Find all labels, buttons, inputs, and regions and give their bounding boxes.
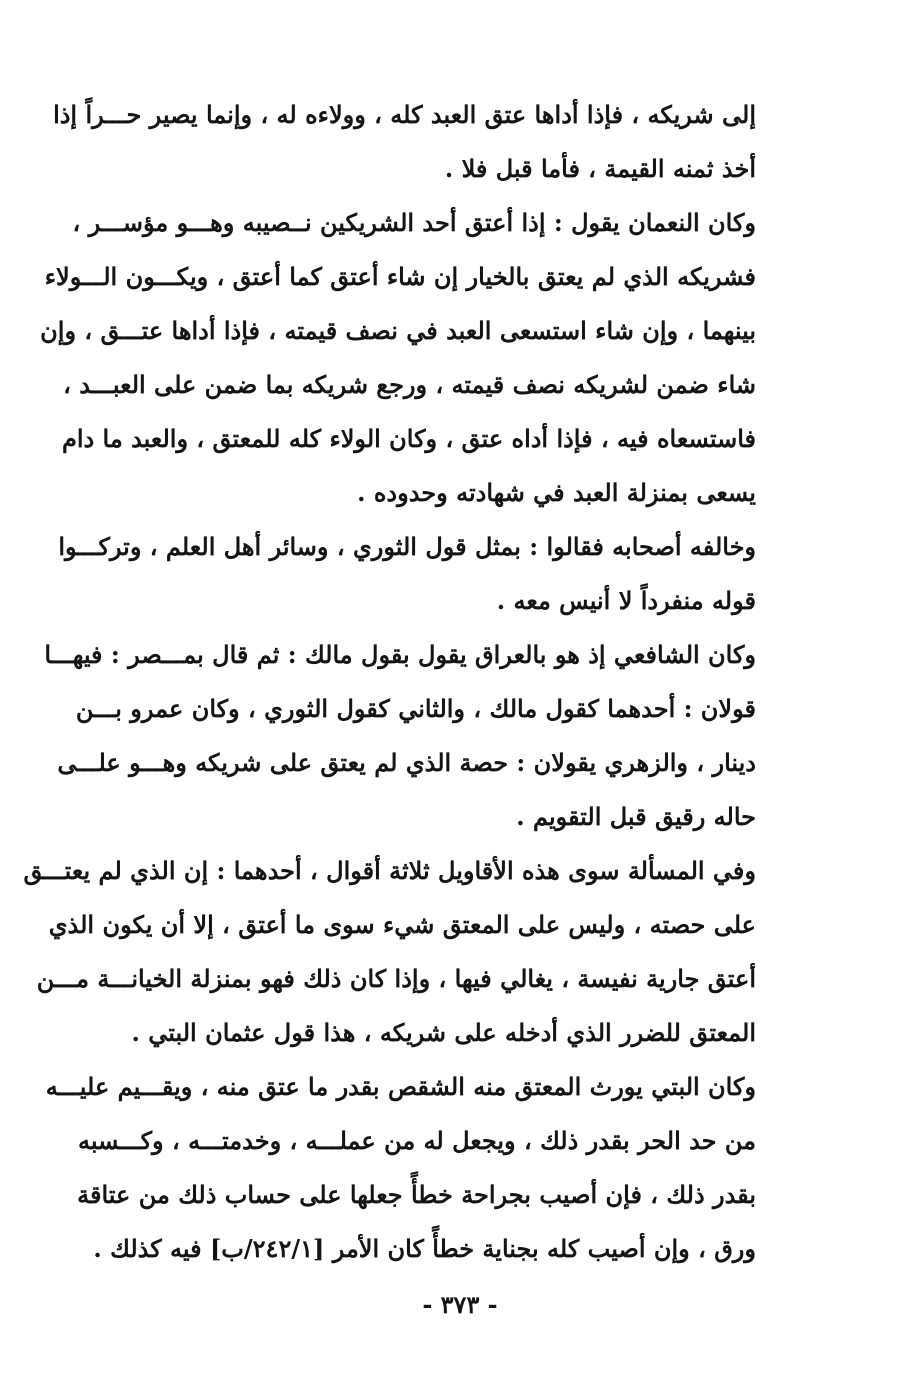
text-line: وكان الشافعي إذ هو بالعراق يقول بقول مالك : ثم قال بمـــصر : فيهـــا <box>44 640 756 669</box>
text-line: وخالفه أصحابه فقالوا : بمثل قول الثوري ، وسائر أهل العلم ، وتركـــوا <box>58 532 756 561</box>
text-line: من حد الحر بقدر ذلك ، ويجعل له من عملـــه ، وخدمتـــه ، وكـــسبه <box>78 1126 756 1155</box>
text-line: وكان النعمان يقول : إذا أعتق أحد الشريكين نــصيبه وهـــو مؤســـر ، <box>72 208 756 237</box>
text-line: شاء ضمن لشريكه نصف قيمته ، ورجع شريكه بما ضمن على العبـــد ، <box>63 370 756 399</box>
text-line: وكان البتي يورث المعتق منه الشقص بقدر ما عتق منه ، ويقـــيم عليـــه <box>45 1072 756 1101</box>
text-line: ورق ، وإن أصيب كله بجناية خطأً كان الأمر [٢٤٢/١/ب] فيه كذلك . <box>93 1234 756 1263</box>
text-line: إلى شريكه ، فإذا أداها عتق العبد كله ، وولاءه له ، وإنما يصير حـــراً إذا <box>53 100 756 129</box>
text-line: على حصته ، وليس على المعتق شيء سوى ما أعتق ، إلا أن يكون الذي <box>48 910 756 939</box>
text-line: قولان : أحدهما كقول مالك ، والثاني كقول الثوري ، وكان عمرو بـــن <box>75 694 756 723</box>
text-line: فشريكه الذي لم يعتق بالخيار إن شاء أعتق كما أعتق ، ويكـــون الـــولاء <box>44 262 756 291</box>
text-line: دينار ، والزهري يقولان : حصة الذي لم يعتق على شريكه وهـــو علـــى <box>57 748 756 777</box>
page-number: - ٣٧٣ - <box>422 1290 498 1319</box>
text-line: حاله رقيق قبل التقويم . <box>516 802 756 831</box>
text-line: المعتق للضرر الذي أدخله على شريكه ، هذا قول عثمان البتي . <box>131 1018 756 1047</box>
text-line: أعتق جارية نفيسة ، يغالي فيها ، وإذا كان ذلك فهو بمنزلة الخيانـــة مـــن <box>36 964 756 993</box>
text-line: يسعى بمنزلة العبد في شهادته وحدوده . <box>357 478 756 507</box>
text-line: أخذ ثمنه القيمة ، فأما قبل فلا . <box>444 154 756 183</box>
text-line: قوله منفرداً لا أنيس معه . <box>496 586 756 615</box>
text-line: وفي المسألة سوى هذه الأقاويل ثلاثة أقوال ، أحدهما : إن الذي لم يعتـــق <box>23 856 756 885</box>
text-line: فاستسعاه فيه ، فإذا أداه عتق ، وكان الولاء كله للمعتق ، والعبد ما دام <box>61 424 756 453</box>
text-line: بقدر ذلك ، فإن أصيب بجراحة خطأً جعلها على حساب ذلك من عتاقة <box>77 1180 756 1209</box>
text-line: بينهما ، وإن شاء استسعى العبد في نصف قيمته ، فإذا أداها عتـــق ، وإن <box>40 316 756 345</box>
body-text <box>23 88 756 1276</box>
